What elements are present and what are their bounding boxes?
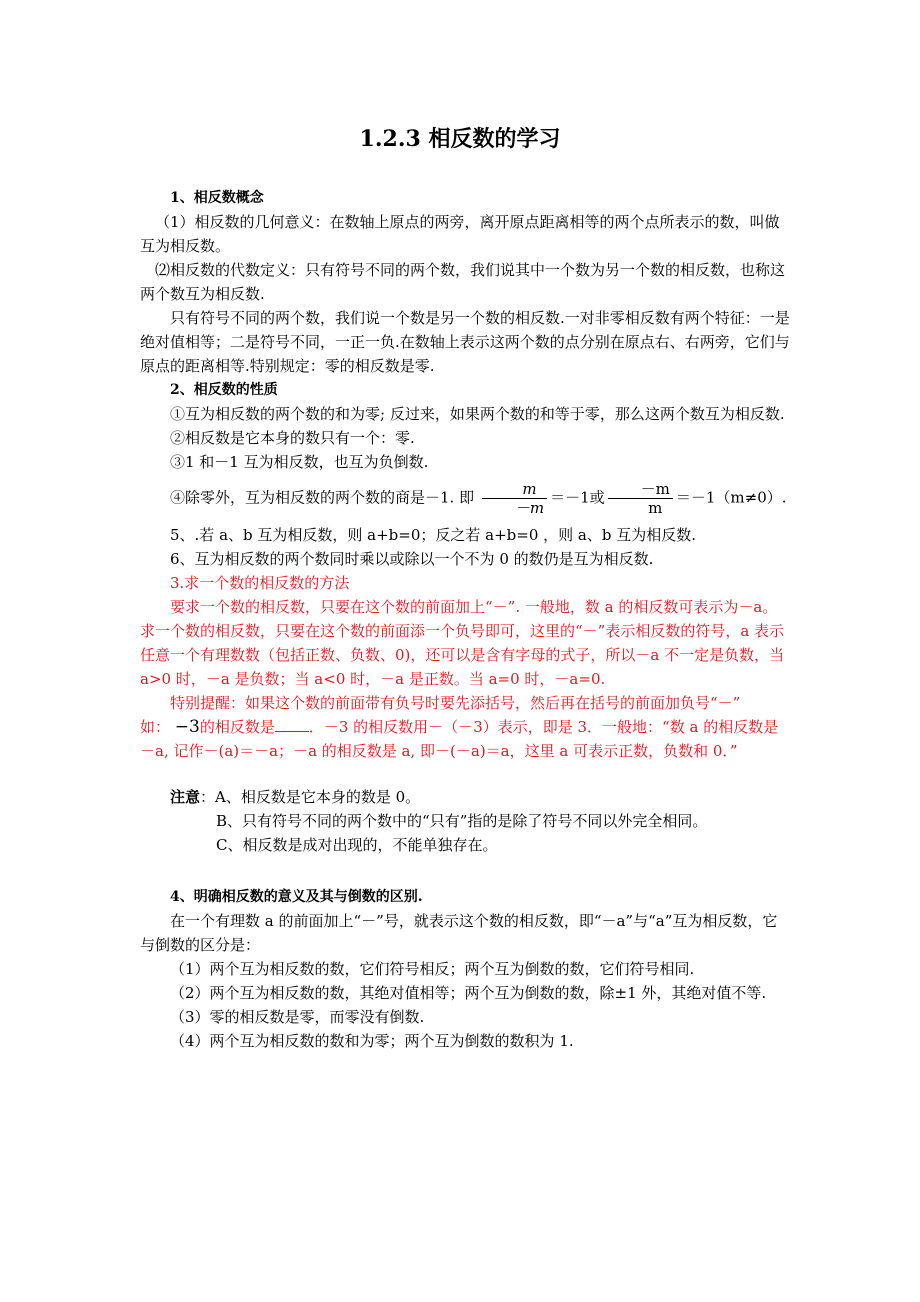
note-colon: ： bbox=[200, 788, 216, 806]
answer-blank bbox=[275, 717, 309, 732]
s2-p4-middle: ＝－1或 bbox=[550, 488, 605, 507]
fraction-2 bbox=[608, 480, 673, 517]
s3-example-negative-three: −3 bbox=[174, 717, 200, 737]
s3-example-prefix: 如： bbox=[140, 718, 171, 736]
s4-item-2: （2）两个互为相反数的数，其绝对值相等；两个互为倒数的数，除±1 外，其绝对值不等. bbox=[170, 984, 767, 1002]
fraction-1 bbox=[482, 480, 547, 517]
s3-reminder: 特别提醒：如果这个数的前面带有负号时要先添括号，然后再在括号的前面加负号“－” bbox=[170, 694, 741, 712]
note-item-c: C、相反数是成对出现的，不能单独存在。 bbox=[216, 836, 498, 854]
s2-paragraph-3: ③1 和－1 互为相反数，也互为负倒数. bbox=[170, 453, 429, 471]
s1-paragraph-1: （1）相反数的几何意义：在数轴上原点的两旁，离开原点距离相等的两个点所表示的数，叫做互为相反数。 bbox=[140, 213, 780, 255]
s4-item-4: （4）两个互为相反数的数和为零；两个互为倒数的数积为 1. bbox=[170, 1032, 574, 1050]
fraction-1-denominator: －m bbox=[514, 499, 545, 517]
s2-p4-end: ＝－1（m≠0）. bbox=[675, 488, 787, 507]
fraction-1-numerator: m bbox=[482, 480, 547, 499]
note-first-line bbox=[140, 785, 790, 809]
note-item-a: A、相反数是它本身的数是 0。 bbox=[215, 788, 421, 806]
section-3-heading: 3.求一个数的相反数的方法 bbox=[170, 574, 350, 592]
section-4-heading: 4、明确相反数的意义及其与倒数的区别. bbox=[170, 889, 423, 905]
s1-paragraph-3: 只有符号不同的两个数，我们说一个数是另一个数的相反数.一对非零相反数有两个特征：一是绝对值相等；二是符号不同，一正一负.在数轴上表示这两个数的点分别在原点右、右两旁，它们与原点的距离相等.特别规定：零的相反数是零. bbox=[140, 309, 790, 375]
s2-paragraph-6: 6、互为相反数的两个数同时乘以或除以一个不为 0 的数仍是互为相反数. bbox=[170, 550, 654, 568]
fraction-2-denominator: m bbox=[648, 499, 663, 517]
s4-paragraph-intro: 在一个有理数 a 的前面加上“－”号，就表示这个数的相反数，即“－a”与“a”互为相反数，它与倒数的区分是： bbox=[140, 912, 778, 954]
s2-paragraph-4 bbox=[140, 480, 790, 517]
note-label: 注意 bbox=[170, 788, 201, 806]
note-item-b: B、只有符号不同的两个数中的“只有”指的是除了符号不同以外完全相同。 bbox=[216, 812, 708, 830]
s2-paragraph-5: 5、.若 a、b 互为相反数，则 a+b=0；反之若 a+b=0 ，则 a、b 互为相反数. bbox=[170, 526, 696, 544]
s2-p4-prefix: ④除零外，互为相反数的两个数的商是－1. 即 bbox=[170, 488, 475, 507]
s2-paragraph-1: ①互为相反数的两个数的和为零; 反过来，如果两个数的和等于零，那么这两个数互为相反数. bbox=[170, 405, 785, 423]
s4-item-3: （3）零的相反数是零，而零没有倒数. bbox=[170, 1008, 425, 1026]
s2-paragraph-2: ②相反数是它本身的数只有一个：零. bbox=[170, 429, 415, 447]
s3-example-rest: ．－3 的相反数用－（－3）表示，即是 3．一般地：“数 a 的相反数是－a, 记作－(a)＝－a；－a 的相反数是 a, 即－(－a)＝a，这里 a 可表示正数，负数和 0．” bbox=[140, 718, 779, 760]
s3-example-middle: 的相反数是 bbox=[199, 718, 275, 736]
document-body bbox=[140, 186, 790, 1053]
fraction-2-numerator: －m bbox=[608, 480, 673, 499]
s1-paragraph-2: ⑵相反数的代数定义：只有符号不同的两个数，我们说其中一个数为另一个数的相反数，也称这两个数互为相反数. bbox=[140, 261, 786, 303]
s3-example bbox=[140, 715, 790, 763]
page-title: 1.2.3 相反数的学习 bbox=[359, 126, 561, 152]
section-1-heading: 1、相反数概念 bbox=[170, 190, 264, 206]
section-2-heading: 2、相反数的性质 bbox=[170, 382, 278, 398]
s3-paragraph-1: 要求一个数的相反数，只要在这个数的前面加上“－”. 一般地，数 a 的相反数可表示为－a。求一个数的相反数，只要在这个数的前面添一个负号即可，这里的“－”表示相反数的符号，a 表示任意一个有理数数（包括正数、负数、0)，还可以是含有字母的式子，所以－a 不一定是负数，当 a>0 时，－a 是负数；当 a<0 时，－a 是正数。当 a=0 时，－a=0. bbox=[140, 598, 785, 688]
s4-item-1: （1）两个互为相反数的数，它们符号相反；两个互为倒数的数，它们符号相同. bbox=[170, 960, 695, 978]
